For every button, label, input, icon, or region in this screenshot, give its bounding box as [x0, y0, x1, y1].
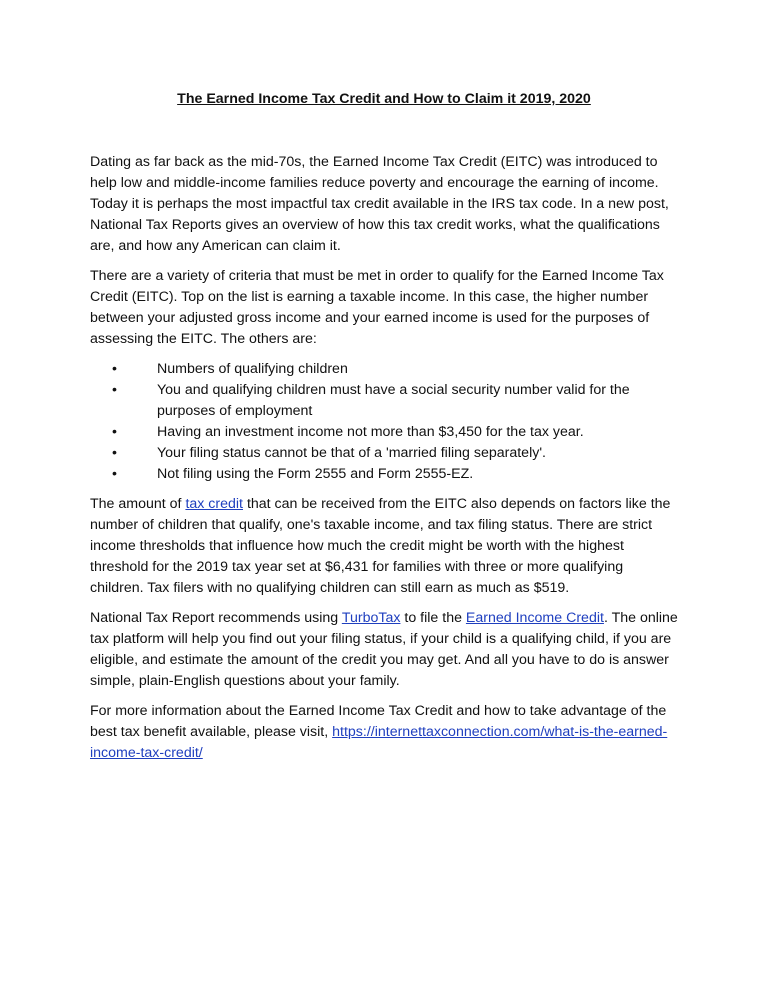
- turbotax-link[interactable]: TurboTax: [341, 610, 401, 626]
- tax-credit-link[interactable]: tax credit: [185, 496, 243, 512]
- paragraph-recommendation-text-2: to file the: [400, 610, 466, 626]
- paragraph-more-info-text: For more information about the Earned Income Tax Credit and how to take advantage of the best tax benefit available, please visit,: [90, 703, 667, 740]
- list-item: [90, 380, 680, 422]
- bullet-marker: •: [112, 361, 117, 377]
- list-item-text: Your filing status cannot be that of a 'married filing separately'.: [157, 445, 546, 461]
- document-body: [90, 152, 680, 773]
- bullet-marker: •: [112, 445, 117, 461]
- paragraph-amount: [90, 494, 680, 599]
- paragraph-more-info: [90, 701, 680, 764]
- paragraph-recommendation: [90, 608, 680, 692]
- paragraph-recommendation-text-1: National Tax Report recommends using: [90, 610, 342, 626]
- list-item: [90, 464, 680, 485]
- list-item-text: Numbers of qualifying children: [157, 361, 348, 377]
- bullet-marker: •: [112, 382, 117, 398]
- criteria-list: [90, 359, 680, 485]
- paragraph-amount-text-2: that can be received from the EITC also depends on factors like the number of children that qualify, one's taxable income, and tax filing status. There are strict income thresholds that influence how much the credit might be worth with the highest threshold for the 2019 tax year set at $6,431 for families with three or more qualifying children. Tax filers with no qualifying children can still earn as much as $519.: [90, 496, 671, 596]
- list-item: [90, 359, 680, 380]
- paragraph-amount-text-1: The amount of: [90, 496, 186, 512]
- paragraph-criteria: There are a variety of criteria that must be met in order to qualify for the Earned Income Tax Credit (EITC). Top on the list is earning a taxable income. In this case, the higher number between your adjusted gross income and your earned income is used for the purposes of assessing the EITC. The others are:: [90, 268, 664, 347]
- bullet-marker: •: [112, 466, 117, 482]
- earned-income-credit-link[interactable]: Earned Income Credit: [465, 610, 604, 626]
- list-item: [90, 422, 680, 443]
- bullet-marker: •: [112, 424, 117, 440]
- list-item-text: Having an investment income not more than $3,450 for the tax year.: [157, 424, 584, 440]
- paragraph-recommendation-text-3: . The online tax platform will help you find out your filing status, if your child is a qualifying child, if you are eligible, and estimate the amount of the credit you may get. And all you have to do is answer simple, plain-English questions about your family.: [90, 610, 678, 689]
- list-item-text: Not filing using the Form 2555 and Form 2555-EZ.: [157, 466, 474, 482]
- internettaxconnection-link[interactable]: https://internettaxconnection.com/what-is-the-earned-income-tax-credit/: [90, 724, 668, 761]
- document-title: The Earned Income Tax Credit and How to Claim it 2019, 2020: [177, 91, 591, 107]
- paragraph-intro: Dating as far back as the mid-70s, the Earned Income Tax Credit (EITC) was introduced to help low and middle-income families reduce poverty and encourage the earning of income. Today it is perhaps the most impactful tax credit available in the IRS tax code. In a new post, National Tax Reports gives an overview of how this tax credit works, what the qualifications are, and how any American can claim it.: [90, 154, 669, 254]
- list-item: [90, 443, 680, 464]
- list-item-text: You and qualifying children must have a social security number valid for the purposes of employment: [157, 382, 630, 419]
